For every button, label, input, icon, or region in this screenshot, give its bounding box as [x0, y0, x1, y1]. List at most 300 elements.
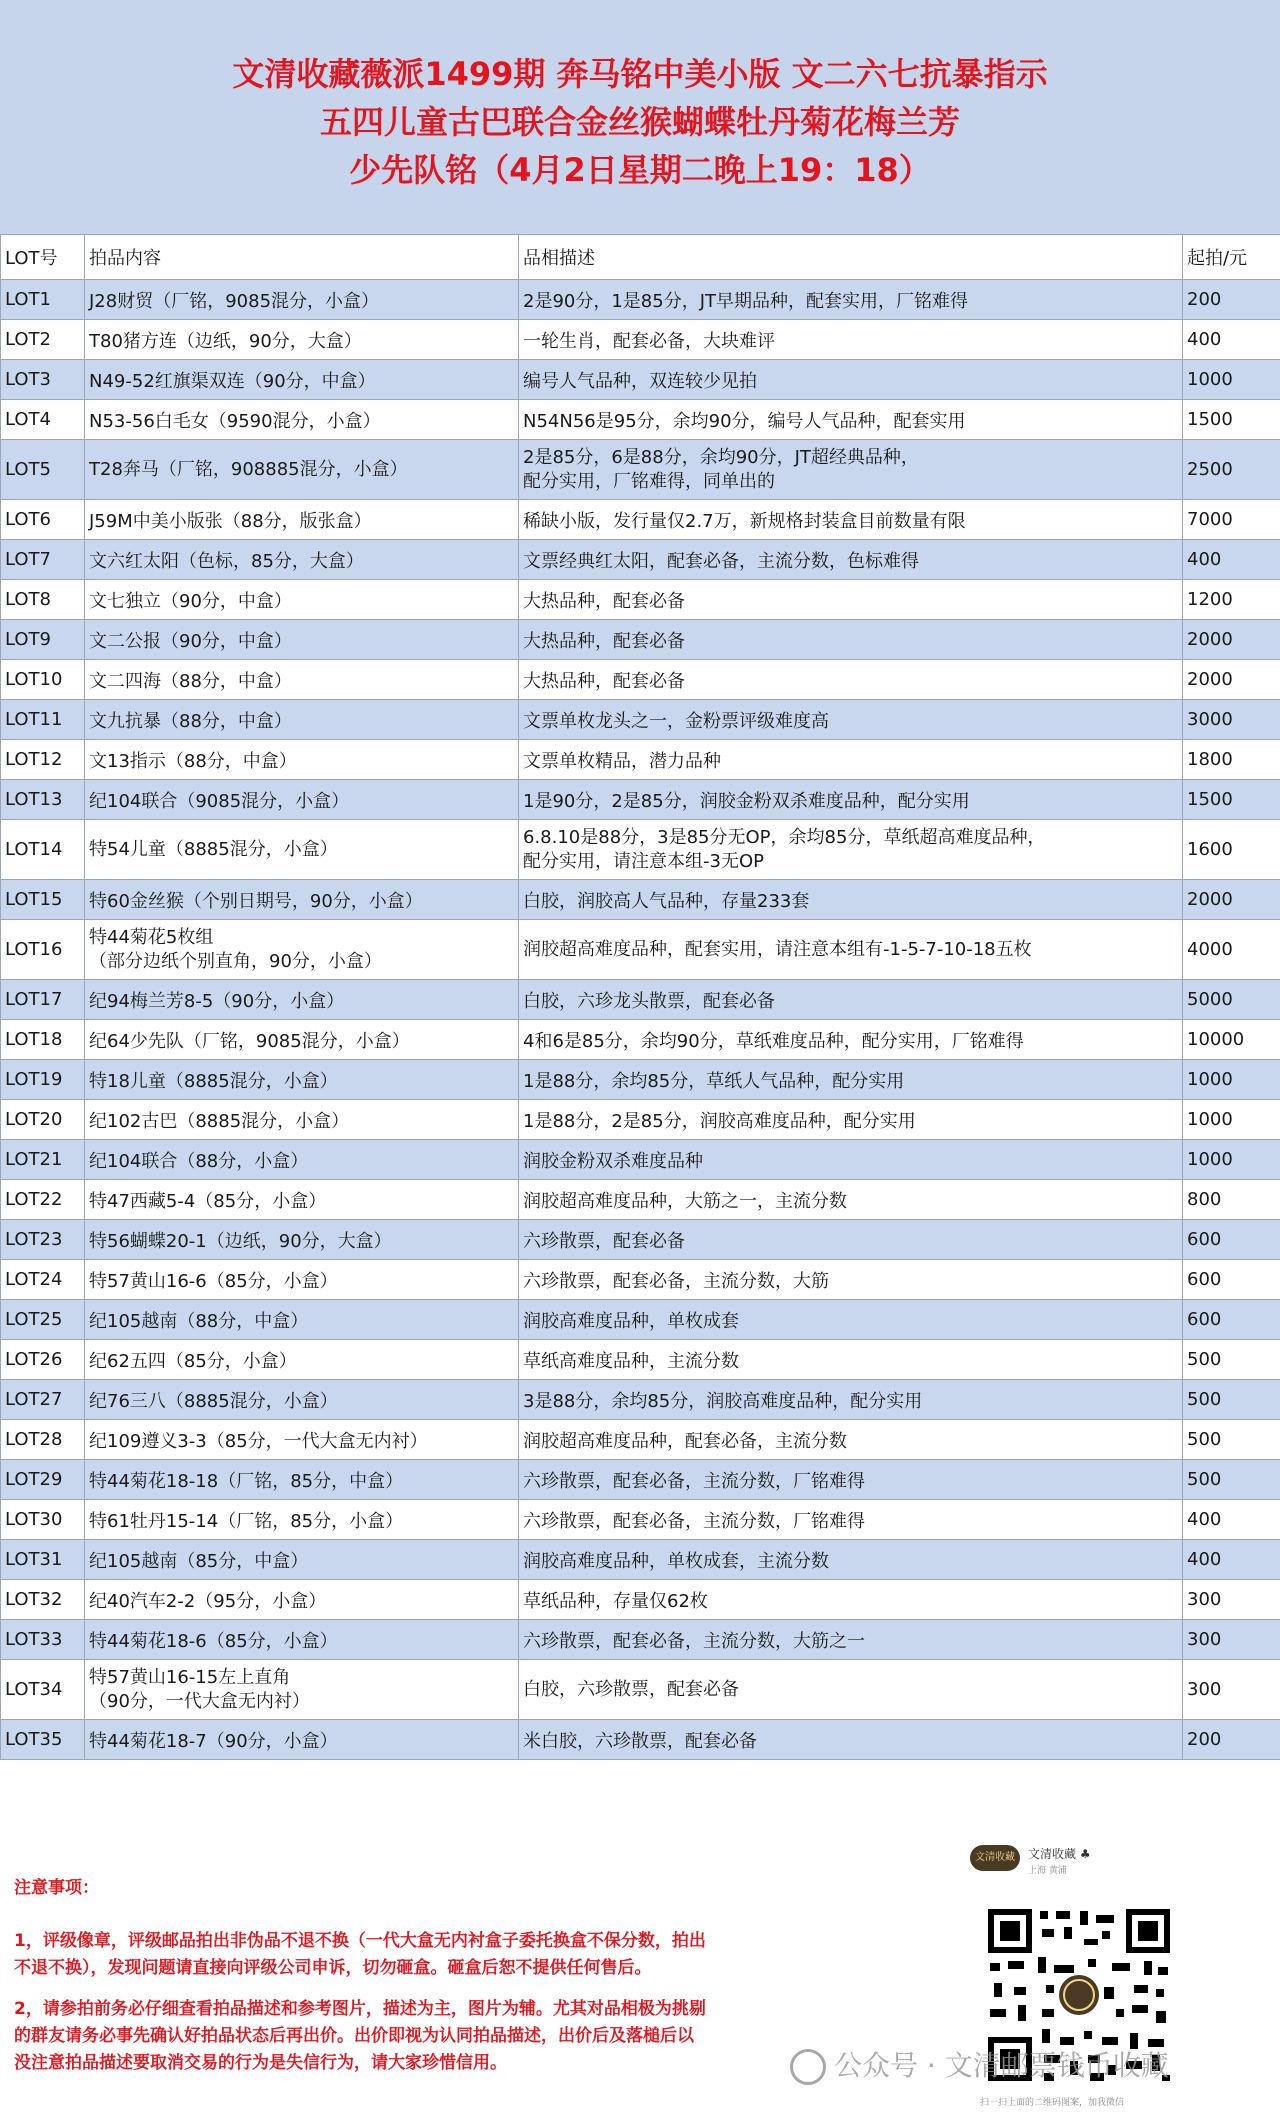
desc-cell: [519, 700, 1183, 740]
item-cell-text: 特18儿童（8885混分，小盒）: [89, 1070, 338, 1092]
item-cell-text: T28奔马（厂铭，908885混分，小盒）: [89, 458, 408, 480]
price-cell: [1183, 1500, 1280, 1540]
item-cell-text: 特44菊花18-6（85分，小盒）: [89, 1630, 338, 1652]
shop-logo: 文清收藏: [970, 1845, 1020, 1871]
item-cell-text: 纪94梅兰芳8-5（90分，小盒）: [89, 990, 345, 1012]
lot-cell: [1, 1660, 85, 1720]
desc-cell: [519, 1180, 1183, 1220]
price-cell: [1183, 1020, 1280, 1060]
desc-cell-text: 润胶超高难度品种，配套必备，主流分数: [523, 1430, 847, 1452]
table-row: [1, 1300, 1280, 1340]
lot-cell: [1, 280, 85, 320]
desc-cell: [519, 920, 1183, 980]
item-cell-text: 纪40汽车2-2（95分，小盒）: [89, 1590, 327, 1612]
price-cell: [1183, 360, 1280, 400]
table-row: [1, 1660, 1280, 1720]
item-cell-text: 纪104联合（9085混分，小盒）: [89, 790, 350, 812]
table-row: [1, 1020, 1280, 1060]
lot-cell: [1, 980, 85, 1020]
item-cell: [85, 1300, 519, 1340]
item-cell-text: 文二公报（90分，中盒）: [89, 630, 292, 652]
price-cell-text: 1000: [1187, 1069, 1233, 1090]
item-cell-text: 特57黄山16-15左上直角 （90分，一代大盒无内衬）: [89, 1666, 310, 1712]
table-row: [1, 1220, 1280, 1260]
desc-cell-text: 4和6是85分，余均90分，草纸难度品种，配分实用，厂铭难得: [523, 1030, 1024, 1052]
price-cell: [1183, 880, 1280, 920]
price-cell: [1183, 1300, 1280, 1340]
price-cell-text: 400: [1187, 1509, 1222, 1530]
lot-cell: [1, 1720, 85, 1760]
price-cell: [1183, 920, 1280, 980]
table-row: [1, 1140, 1280, 1180]
item-cell: [85, 700, 519, 740]
lot-cell-text: LOT4: [5, 409, 52, 430]
desc-cell-text: 六珍散票，配套必备，主流分数，大筋: [523, 1270, 829, 1292]
item-cell: [85, 320, 519, 360]
item-cell-text: 特60金丝猴（个别日期号，90分，小盒）: [89, 890, 423, 912]
lot-cell-text: LOT24: [5, 1269, 63, 1290]
table-row: [1, 1340, 1280, 1380]
item-cell: [85, 440, 519, 500]
lot-cell-text: LOT15: [5, 889, 63, 910]
desc-cell: [519, 1340, 1183, 1380]
lot-cell: [1, 1220, 85, 1260]
desc-cell: [519, 820, 1183, 880]
lot-cell: [1, 1580, 85, 1620]
desc-cell: [519, 1580, 1183, 1620]
table-row: [1, 1060, 1280, 1100]
lot-cell: [1, 820, 85, 880]
price-cell: [1183, 500, 1280, 540]
price-cell-text: 400: [1187, 329, 1222, 350]
item-cell: [85, 1140, 519, 1180]
desc-cell: [519, 580, 1183, 620]
price-cell-text: 2000: [1187, 889, 1233, 910]
item-cell: [85, 1420, 519, 1460]
table-row: [1, 320, 1280, 360]
price-cell-text: 200: [1187, 1729, 1222, 1750]
table-row: [1, 1540, 1280, 1580]
price-cell-text: 500: [1187, 1389, 1222, 1410]
price-cell: [1183, 700, 1280, 740]
title-lines: [0, 50, 1280, 194]
table-row: [1, 440, 1280, 500]
desc-cell: [519, 1060, 1183, 1100]
lot-cell-text: LOT31: [5, 1549, 63, 1570]
price-cell: [1183, 1220, 1280, 1260]
desc-cell: [519, 320, 1183, 360]
price-cell: [1183, 540, 1280, 580]
price-cell: [1183, 1660, 1280, 1720]
desc-cell-text: 白胶，六珍龙头散票，配套必备: [523, 990, 775, 1012]
price-cell: [1183, 1100, 1280, 1140]
item-cell-text: 特47西藏5-4（85分，小盒）: [89, 1190, 327, 1212]
title-line-1: 文清收藏薇派1499期 奔马铭中美小版 文二六七抗暴指示: [232, 55, 1048, 93]
item-cell-text: 特57黄山16-6（85分，小盒）: [89, 1270, 338, 1292]
lot-cell-text: LOT6: [5, 509, 52, 530]
desc-cell: [519, 660, 1183, 700]
item-cell: [85, 620, 519, 660]
lot-cell: [1, 1380, 85, 1420]
desc-cell-text: 2是90分，1是85分，JT早期品种，配套实用，厂铭难得: [523, 290, 969, 312]
notice-item-2: 2，请参拍前务必仔细查看拍品描述和参考图片，描述为主，图片为辅。尤其对品相极为挑剔 的群友请务必事先确认好拍品状态后再出价。出价即视为认同拍品描述，出价后及落槌后以 没注意拍品描述要取消交易的行为是失信行为，请大家珍惜信用。: [14, 1999, 706, 2073]
desc-cell-text: 1是88分，2是85分，润胶高难度品种，配分实用: [523, 1110, 916, 1132]
table-row: [1, 1180, 1280, 1220]
item-cell: [85, 580, 519, 620]
lot-cell: [1, 1500, 85, 1540]
desc-cell-text: 1是90分，2是85分，润胶金粉双杀难度品种，配分实用: [523, 790, 970, 812]
item-cell-text: N49-52红旗渠双连（90分，中盒）: [89, 370, 376, 392]
desc-cell-text: 草纸高难度品种，主流分数: [523, 1350, 739, 1372]
lot-cell: [1, 360, 85, 400]
desc-cell: [519, 540, 1183, 580]
desc-cell-text: 一轮生肖，配套必备，大块难评: [523, 330, 775, 352]
item-cell: [85, 1380, 519, 1420]
item-cell-text: 特54儿童（8885混分，小盒）: [89, 838, 338, 860]
lot-cell-text: LOT23: [5, 1229, 63, 1250]
price-cell-text: 2000: [1187, 629, 1233, 650]
table-row: [1, 880, 1280, 920]
price-cell: [1183, 780, 1280, 820]
notice-heading: 注意事项：: [14, 1878, 99, 1898]
lot-cell-text: LOT30: [5, 1509, 63, 1530]
item-cell: [85, 540, 519, 580]
item-cell: [85, 820, 519, 880]
lot-cell-text: LOT27: [5, 1389, 63, 1410]
price-cell: [1183, 1460, 1280, 1500]
item-cell-text: 特44菊花18-18（厂铭，85分，中盒）: [89, 1470, 404, 1492]
table-row: [1, 360, 1280, 400]
lot-cell-text: LOT21: [5, 1149, 63, 1170]
desc-cell-text: 稀缺小版，发行量仅2.7万，新规格封装盒目前数量有限: [523, 510, 966, 532]
lot-cell-text: LOT18: [5, 1029, 63, 1050]
lot-cell: [1, 320, 85, 360]
price-cell-text: 3000: [1187, 709, 1233, 730]
item-cell-text: 纪62五四（85分，小盒）: [89, 1350, 297, 1372]
item-cell: [85, 1720, 519, 1760]
desc-cell: [519, 440, 1183, 500]
item-cell: [85, 980, 519, 1020]
lot-cell: [1, 880, 85, 920]
table-row: [1, 1720, 1280, 1760]
lot-cell-text: LOT13: [5, 789, 63, 810]
item-cell: [85, 500, 519, 540]
price-cell: [1183, 1720, 1280, 1760]
shop-location: 上海 黄浦: [1028, 1866, 1067, 1876]
item-cell: [85, 360, 519, 400]
lot-cell-text: LOT20: [5, 1109, 63, 1130]
item-cell: [85, 740, 519, 780]
item-cell: [85, 1580, 519, 1620]
lot-cell-text: LOT1: [5, 289, 52, 310]
item-cell-text: 文七独立（90分，中盒）: [89, 590, 292, 612]
table-row: [1, 1460, 1280, 1500]
price-cell: [1183, 1060, 1280, 1100]
desc-cell-text: 润胶高难度品种，单枚成套，主流分数: [523, 1550, 829, 1572]
item-cell-text: 文二四海（88分，中盒）: [89, 670, 292, 692]
lot-cell: [1, 660, 85, 700]
item-cell: [85, 1260, 519, 1300]
table-row: [1, 920, 1280, 980]
price-cell: [1183, 740, 1280, 780]
table-row: [1, 280, 1280, 320]
desc-cell-text: 米白胶，六珍散票，配套必备: [523, 1730, 757, 1752]
desc-cell-text: 大热品种，配套必备: [523, 670, 685, 692]
lot-cell-text: LOT14: [5, 838, 63, 860]
item-cell: [85, 1180, 519, 1220]
desc-cell: [519, 1020, 1183, 1060]
item-cell: [85, 1620, 519, 1660]
table-row: [1, 660, 1280, 700]
item-cell-text: 纪105越南（88分，中盒）: [89, 1310, 309, 1332]
price-cell: [1183, 820, 1280, 880]
lot-cell-text: LOT25: [5, 1309, 63, 1330]
item-cell-text: N53-56白毛女（9590混分，小盒）: [89, 410, 381, 432]
lot-cell: [1, 740, 85, 780]
price-cell-text: 500: [1187, 1469, 1222, 1490]
desc-cell: [519, 740, 1183, 780]
table-row: [1, 1260, 1280, 1300]
lot-cell: [1, 1020, 85, 1060]
desc-cell-text: N54N56是95分，余均90分，编号人气品种，配套实用: [523, 410, 966, 432]
price-cell: [1183, 1540, 1280, 1580]
item-cell: [85, 1020, 519, 1060]
table-row: [1, 980, 1280, 1020]
desc-cell: [519, 780, 1183, 820]
desc-cell-text: 1是88分，余均85分，草纸人气品种，配分实用: [523, 1070, 905, 1092]
lot-cell: [1, 1340, 85, 1380]
desc-cell-text: 六珍散票，配套必备，主流分数，厂铭难得: [523, 1510, 865, 1532]
desc-cell-text: 润胶超高难度品种，配套实用，请注意本组有-1-5-7-10-18五枚: [523, 938, 1032, 960]
lot-cell: [1, 1460, 85, 1500]
table-row: [1, 540, 1280, 580]
item-cell: [85, 1660, 519, 1720]
price-cell: [1183, 320, 1280, 360]
lot-cell: [1, 1620, 85, 1660]
desc-cell: [519, 1300, 1183, 1340]
price-cell-text: 300: [1187, 1678, 1222, 1700]
desc-cell-text: 六珍散票，配套必备: [523, 1230, 685, 1252]
price-cell-text: 500: [1187, 1349, 1222, 1370]
lot-cell-text: LOT17: [5, 989, 63, 1010]
price-cell-text: 600: [1187, 1309, 1222, 1330]
item-cell-text: 文六红太阳（色标，85分，大盒）: [89, 550, 364, 572]
price-cell-text: 800: [1187, 1189, 1222, 1210]
desc-cell-text: 润胶高难度品种，单枚成套: [523, 1310, 739, 1332]
lot-cell-text: LOT12: [5, 749, 63, 770]
desc-cell: [519, 1100, 1183, 1140]
item-cell-text: 文九抗暴（88分，中盒）: [89, 710, 292, 732]
desc-cell: [519, 360, 1183, 400]
item-cell-text: 特44菊花18-7（90分，小盒）: [89, 1730, 338, 1752]
lot-table-body: [1, 280, 1280, 1760]
item-cell: [85, 660, 519, 700]
price-cell-text: 1000: [1187, 1109, 1233, 1130]
item-cell-text: 文13指示（88分，中盒）: [89, 750, 297, 772]
desc-cell-text: 2是85分，6是88分，余均90分，JT超经典品种， 配分实用，厂铭难得，同单出的: [523, 446, 919, 492]
item-cell: [85, 1060, 519, 1100]
price-cell-text: 2000: [1187, 669, 1233, 690]
desc-cell-text: 草纸品种，存量仅62枚: [523, 1590, 708, 1612]
item-cell-text: 纪109遵义3-3（85分，一代大盒无内衬）: [89, 1430, 428, 1452]
lot-cell: [1, 400, 85, 440]
header-lot: LOT号: [1, 235, 85, 280]
desc-cell: [519, 1720, 1183, 1760]
item-cell: [85, 920, 519, 980]
price-cell-text: 10000: [1187, 1029, 1245, 1050]
item-cell-text: 纪105越南（85分，中盒）: [89, 1550, 309, 1572]
lot-cell-text: LOT35: [5, 1729, 63, 1750]
price-cell: [1183, 400, 1280, 440]
title-banner: [0, 0, 1280, 234]
desc-cell-text: 润胶超高难度品种，大筋之一，主流分数: [523, 1190, 847, 1212]
price-cell: [1183, 660, 1280, 700]
item-cell-text: T80猪方连（边纸，90分，大盒）: [89, 330, 362, 352]
lot-cell: [1, 1100, 85, 1140]
item-cell: [85, 400, 519, 440]
price-cell-text: 4000: [1187, 938, 1233, 960]
price-cell-text: 300: [1187, 1629, 1222, 1650]
lot-cell-text: LOT33: [5, 1629, 63, 1650]
lot-cell: [1, 1180, 85, 1220]
desc-cell-text: 白胶，六珍散票，配套必备: [523, 1678, 739, 1700]
lot-cell-text: LOT11: [5, 709, 63, 730]
price-cell-text: 300: [1187, 1589, 1222, 1610]
table-row: [1, 1580, 1280, 1620]
price-cell: [1183, 980, 1280, 1020]
price-cell-text: 600: [1187, 1269, 1222, 1290]
lot-cell: [1, 780, 85, 820]
price-cell: [1183, 620, 1280, 660]
desc-cell-text: 大热品种，配套必备: [523, 590, 685, 612]
table-row: [1, 780, 1280, 820]
item-cell-text: 纪76三八（8885混分，小盒）: [89, 1390, 338, 1412]
price-cell-text: 7000: [1187, 509, 1233, 530]
table-row: [1, 500, 1280, 540]
desc-cell: [519, 880, 1183, 920]
item-cell-text: J59M中美小版张（88分，版张盒）: [89, 510, 372, 532]
price-cell: [1183, 1580, 1280, 1620]
desc-cell: [519, 1500, 1183, 1540]
lot-cell-text: LOT8: [5, 589, 52, 610]
item-cell-text: J28财贸（厂铭，9085混分，小盒）: [89, 290, 380, 312]
lot-cell: [1, 500, 85, 540]
table-row: [1, 700, 1280, 740]
lot-cell: [1, 1140, 85, 1180]
table-row: [1, 620, 1280, 660]
desc-cell: [519, 1420, 1183, 1460]
price-cell-text: 200: [1187, 289, 1222, 310]
desc-cell-text: 编号人气品种，双连较少见拍: [523, 370, 757, 392]
lot-cell-text: LOT22: [5, 1189, 63, 1210]
table-row: [1, 1380, 1280, 1420]
lot-cell: [1, 620, 85, 660]
item-cell: [85, 1460, 519, 1500]
lot-cell: [1, 1060, 85, 1100]
price-cell-text: 1600: [1187, 838, 1233, 860]
lot-cell-text: LOT5: [5, 458, 52, 480]
qr-caption: 扫一扫上面的二维码图案，加我微信: [980, 2098, 1125, 2108]
price-cell-text: 1200: [1187, 589, 1233, 610]
price-cell-text: 600: [1187, 1229, 1222, 1250]
lot-cell-text: LOT32: [5, 1589, 63, 1610]
item-cell: [85, 280, 519, 320]
notice-item-1: 1，评级像章，评级邮品拍出非伪品不退不换（一代大盒无内衬盒子委托换盒不保分数，拍出 不退不换），发现问题请直接向评级公司申诉，切勿砸盒。砸盒后恕不提供任何售后。: [14, 1931, 706, 1978]
price-cell-text: 400: [1187, 549, 1222, 570]
auction-lot-table: [0, 234, 1280, 1760]
title-line-3: 少先队铭（4月2日星期二晚上19：18）: [349, 151, 931, 189]
price-cell-text: 1000: [1187, 369, 1233, 390]
desc-cell: [519, 400, 1183, 440]
price-cell: [1183, 280, 1280, 320]
lot-cell: [1, 580, 85, 620]
table-row: [1, 400, 1280, 440]
desc-cell-text: 文票单枚龙头之一，金粉票评级难度高: [523, 710, 829, 732]
table-row: [1, 740, 1280, 780]
item-cell: [85, 780, 519, 820]
price-cell: [1183, 1380, 1280, 1420]
price-cell-text: 1000: [1187, 1149, 1233, 1170]
desc-cell-text: 大热品种，配套必备: [523, 630, 685, 652]
lot-cell-text: LOT9: [5, 629, 52, 650]
watermark-text: 公众号 · 文清邮票钱币收藏: [834, 2049, 1169, 2082]
wechat-account-icon: [790, 2049, 826, 2085]
desc-cell-text: 六珍散票，配套必备，主流分数，大筋之一: [523, 1630, 865, 1652]
desc-cell-text: 润胶金粉双杀难度品种: [523, 1150, 703, 1172]
table-row: [1, 1420, 1280, 1460]
lot-cell: [1, 920, 85, 980]
lot-cell: [1, 540, 85, 580]
price-cell: [1183, 1180, 1280, 1220]
lot-cell-text: LOT10: [5, 669, 63, 690]
lot-cell-text: LOT26: [5, 1349, 63, 1370]
price-cell-text: 1500: [1187, 789, 1233, 810]
table-row: [1, 1500, 1280, 1540]
lot-cell-text: LOT34: [5, 1678, 63, 1700]
lot-cell: [1, 1540, 85, 1580]
desc-cell-text: 白胶，润胶高人气品种，存量233套: [523, 890, 810, 912]
shop-name: 文清收藏 ♣: [1028, 1847, 1091, 1861]
table-header-row: [1, 235, 1280, 280]
table-row: [1, 1100, 1280, 1140]
desc-cell-text: 6.8.10是88分，3是85分无OP，余均85分，草纸超高难度品种， 配分实用，请注意本组-3无OP: [523, 826, 1046, 872]
price-cell-text: 500: [1187, 1429, 1222, 1450]
lot-cell: [1, 1300, 85, 1340]
item-cell-text: 纪64少先队（厂铭，9085混分，小盒）: [89, 1030, 410, 1052]
header-item: 拍品内容: [85, 235, 519, 280]
desc-cell: [519, 1260, 1183, 1300]
lot-cell-text: LOT29: [5, 1469, 63, 1490]
desc-cell-text: 六珍散票，配套必备，主流分数，厂铭难得: [523, 1470, 865, 1492]
lot-cell-text: LOT16: [5, 938, 63, 960]
desc-cell: [519, 1380, 1183, 1420]
desc-cell: [519, 1460, 1183, 1500]
header-price: 起拍/元: [1183, 235, 1280, 280]
item-cell: [85, 1220, 519, 1260]
desc-cell-text: 文票单枚精品，潜力品种: [523, 750, 721, 772]
table-row: [1, 1620, 1280, 1660]
table-row: [1, 820, 1280, 880]
item-cell: [85, 1500, 519, 1540]
desc-cell: [519, 620, 1183, 660]
item-cell-text: 特61牡丹15-14（厂铭，85分，小盒）: [89, 1510, 404, 1532]
item-cell-text: 特44菊花5枚组 （部分边纸个别直角，90分，小盒）: [89, 926, 382, 972]
item-cell: [85, 1100, 519, 1140]
desc-cell: [519, 280, 1183, 320]
title-line-2: 五四儿童古巴联合金丝猴蝴蝶牡丹菊花梅兰芳: [319, 103, 960, 141]
price-cell: [1183, 1260, 1280, 1300]
desc-cell-text: 3是88分，余均85分，润胶高难度品种，配分实用: [523, 1390, 923, 1412]
